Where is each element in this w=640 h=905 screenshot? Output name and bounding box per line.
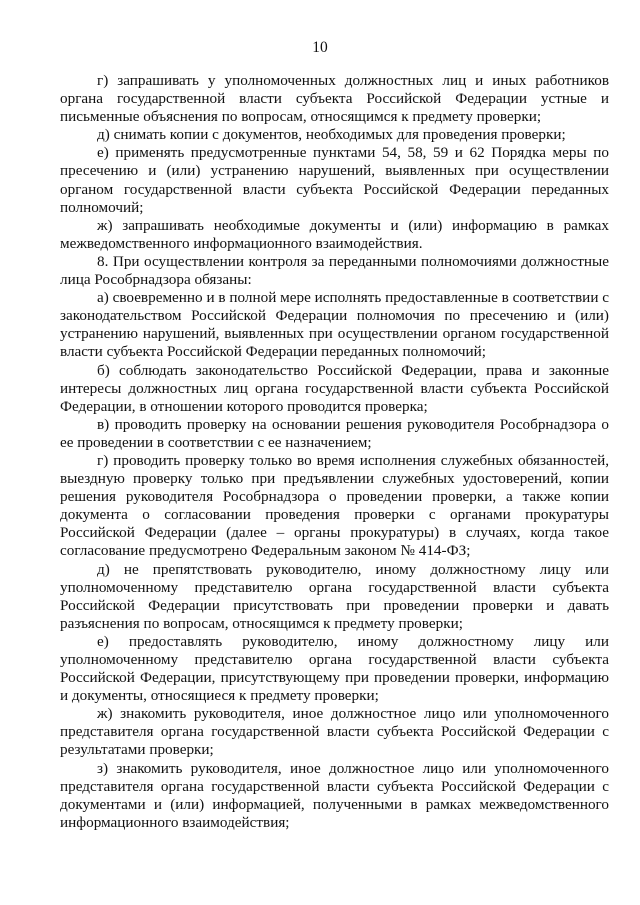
document-body xyxy=(60,72,609,832)
paragraph-7d: д) снимать копии с документов, необходимых для проведения проверки; xyxy=(97,126,566,144)
paragraph-8v: в) проводить проверку на основании решения руководителя Рособрнадзора о ее проведении в соответствии с ее назначением; xyxy=(60,415,609,451)
paragraph-7e: е) применять предусмотренные пунктами 54, 58, 59 и 62 Порядка меры по пресечению и (или) устранению нарушений, выявленных при осуществлении органом государственной власти субъекта Российской Федерации переданных полномочий; xyxy=(60,144,609,216)
page-number: 10 xyxy=(312,39,328,56)
paragraph-8a: а) своевременно и в полной мере исполнять предоставленные в соответствии с законодательством Российской Федерации полномочия по пресечению и (или) устранению нарушений, выявленных при осуществлении органом государственной власти субъекта Российской Федерации переданных полномочий; xyxy=(60,289,609,361)
paragraph-8z: з) знакомить руководителя, иное должностное лицо или уполномоченного представителя органа государственной власти субъекта Российской Федерации с документами и (или) информацией, полученными в рамках межведомственного информационного взаимодействия; xyxy=(60,759,609,831)
paragraph-8d: д) не препятствовать руководителю, иному должностному лицу или уполномоченному представителю органа государственной власти субъекта Российской Федерации присутствовать при проведении проверки и давать разъяснения по вопросам, относящимся к предмету проверки; xyxy=(60,560,609,632)
paragraph-8b: б) соблюдать законодательство Российской Федерации, права и законные интересы должностных лиц органа государственной власти субъекта Российской Федерации, в отношении которого проводится проверка; xyxy=(60,361,609,415)
paragraph-8: 8. При осуществлении контроля за переданными полномочиями должностные лица Рособрнадзора обязаны: xyxy=(60,252,609,289)
paragraph-8g: г) проводить проверку только во время исполнения служебных обязанностей, выездную проверку только при предъявлении служебных удостоверений, копии решения руководителя Рособрнадзора о проведении проверки, а также копии документа о согласовании проведения проверки с органами прокуратуры Российской Федерации (далее – органы прокуратуры) в случаях, когда такое согласование предусмотрено Федеральным законом № 414-ФЗ; xyxy=(60,451,609,560)
paragraph-8zh: ж) знакомить руководителя, иное должностное лицо или уполномоченного представителя органа государственной власти субъекта Российской Федерации с результатами проверки; xyxy=(60,705,609,759)
paragraph-7g: г) запрашивать у уполномоченных должностных лиц и иных работников органа государственной власти субъекта Российской Федерации устные и письменные объяснения по вопросам, относящимся к предмету проверки; xyxy=(60,72,609,126)
paragraph-8e: е) предоставлять руководителю, иному должностному лицу или уполномоченному представителю органа государственной власти субъекта Российской Федерации, присутствующему при проведении проверки, информацию и документы, относящиеся к предмету проверки; xyxy=(60,632,609,705)
paragraph-7zh: ж) запрашивать необходимые документы и (или) информацию в рамках межведомственного информационного взаимодействия. xyxy=(60,216,609,252)
